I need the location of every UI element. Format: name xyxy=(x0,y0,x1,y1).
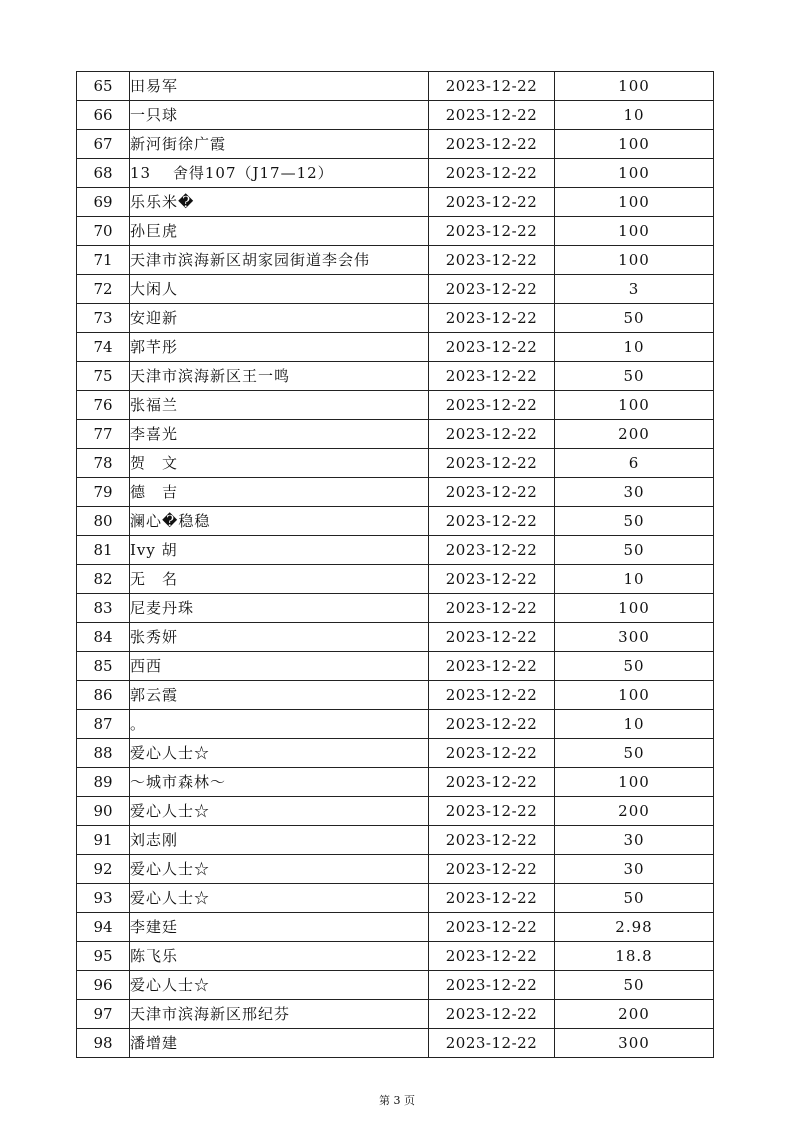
donation-date: 2023-12-22 xyxy=(429,362,555,391)
donation-amount: 100 xyxy=(555,768,714,797)
table-row xyxy=(77,159,714,188)
donation-amount: 50 xyxy=(555,304,714,333)
table-row xyxy=(77,710,714,739)
donation-amount: 300 xyxy=(555,623,714,652)
donor-name: Ivy 胡 xyxy=(130,536,429,565)
row-number: 70 xyxy=(77,217,130,246)
row-number: 73 xyxy=(77,304,130,333)
donation-amount: 100 xyxy=(555,246,714,275)
row-number: 96 xyxy=(77,971,130,1000)
table-row xyxy=(77,507,714,536)
row-number: 78 xyxy=(77,449,130,478)
donation-amount: 100 xyxy=(555,188,714,217)
donation-date: 2023-12-22 xyxy=(429,130,555,159)
donation-date: 2023-12-22 xyxy=(429,681,555,710)
row-number: 69 xyxy=(77,188,130,217)
donation-amount: 50 xyxy=(555,652,714,681)
table-row xyxy=(77,1029,714,1058)
donation-table-body xyxy=(77,72,714,1058)
donor-name: 爱心人士☆ xyxy=(130,884,429,913)
table-row xyxy=(77,826,714,855)
donation-date: 2023-12-22 xyxy=(429,826,555,855)
donor-name: 新河街徐广霞 xyxy=(130,130,429,159)
donation-date: 2023-12-22 xyxy=(429,1029,555,1058)
donation-date: 2023-12-22 xyxy=(429,536,555,565)
donation-amount: 10 xyxy=(555,333,714,362)
donation-amount: 30 xyxy=(555,478,714,507)
donation-date: 2023-12-22 xyxy=(429,913,555,942)
donation-date: 2023-12-22 xyxy=(429,942,555,971)
table-row xyxy=(77,565,714,594)
donation-amount: 100 xyxy=(555,217,714,246)
row-number: 67 xyxy=(77,130,130,159)
row-number: 66 xyxy=(77,101,130,130)
donor-name: 爱心人士☆ xyxy=(130,971,429,1000)
donation-amount: 6 xyxy=(555,449,714,478)
donor-name: 乐乐米� xyxy=(130,188,429,217)
row-number: 88 xyxy=(77,739,130,768)
donation-amount: 30 xyxy=(555,826,714,855)
row-number: 81 xyxy=(77,536,130,565)
row-number: 72 xyxy=(77,275,130,304)
donor-name: 澜心�稳稳 xyxy=(130,507,429,536)
donation-amount: 50 xyxy=(555,507,714,536)
row-number: 71 xyxy=(77,246,130,275)
donation-amount: 50 xyxy=(555,362,714,391)
row-number: 65 xyxy=(77,72,130,101)
donor-name: 郭云霞 xyxy=(130,681,429,710)
donation-amount: 18.8 xyxy=(555,942,714,971)
table-row xyxy=(77,333,714,362)
donation-amount: 200 xyxy=(555,420,714,449)
table-row xyxy=(77,594,714,623)
donation-date: 2023-12-22 xyxy=(429,304,555,333)
donation-amount: 200 xyxy=(555,1000,714,1029)
donation-date: 2023-12-22 xyxy=(429,1000,555,1029)
row-number: 92 xyxy=(77,855,130,884)
table-row xyxy=(77,681,714,710)
donor-name: 潘增建 xyxy=(130,1029,429,1058)
donation-amount: 10 xyxy=(555,565,714,594)
donation-amount: 10 xyxy=(555,710,714,739)
table-row xyxy=(77,1000,714,1029)
donation-date: 2023-12-22 xyxy=(429,420,555,449)
table-row xyxy=(77,536,714,565)
row-number: 85 xyxy=(77,652,130,681)
donation-date: 2023-12-22 xyxy=(429,478,555,507)
donation-date: 2023-12-22 xyxy=(429,739,555,768)
donor-name: 安迎新 xyxy=(130,304,429,333)
page-number: 第 3 页 xyxy=(379,1094,415,1107)
table-row xyxy=(77,768,714,797)
donor-name: 尼麦丹珠 xyxy=(130,594,429,623)
row-number: 87 xyxy=(77,710,130,739)
donor-name: 爱心人士☆ xyxy=(130,739,429,768)
donation-date: 2023-12-22 xyxy=(429,72,555,101)
row-number: 84 xyxy=(77,623,130,652)
donation-date: 2023-12-22 xyxy=(429,768,555,797)
table-row xyxy=(77,884,714,913)
row-number: 75 xyxy=(77,362,130,391)
donor-name: 爱心人士☆ xyxy=(130,855,429,884)
donation-date: 2023-12-22 xyxy=(429,159,555,188)
donation-date: 2023-12-22 xyxy=(429,391,555,420)
donation-amount: 3 xyxy=(555,275,714,304)
donation-amount: 200 xyxy=(555,797,714,826)
donor-name: 。 xyxy=(130,710,429,739)
table-row xyxy=(77,797,714,826)
donor-name: 张秀妍 xyxy=(130,623,429,652)
donation-date: 2023-12-22 xyxy=(429,507,555,536)
table-row xyxy=(77,623,714,652)
donation-amount: 50 xyxy=(555,884,714,913)
row-number: 94 xyxy=(77,913,130,942)
row-number: 77 xyxy=(77,420,130,449)
donation-date: 2023-12-22 xyxy=(429,710,555,739)
donation-date: 2023-12-22 xyxy=(429,275,555,304)
donation-amount: 100 xyxy=(555,594,714,623)
donation-table xyxy=(76,71,714,1058)
donation-amount: 10 xyxy=(555,101,714,130)
donation-amount: 50 xyxy=(555,739,714,768)
table-row xyxy=(77,246,714,275)
donation-date: 2023-12-22 xyxy=(429,594,555,623)
donor-name: ～城市森林～ xyxy=(130,768,429,797)
donor-name: 郭芊彤 xyxy=(130,333,429,362)
donation-date: 2023-12-22 xyxy=(429,246,555,275)
donor-name: 李建廷 xyxy=(130,913,429,942)
donation-date: 2023-12-22 xyxy=(429,652,555,681)
donor-name: 天津市滨海新区王一鸣 xyxy=(130,362,429,391)
donor-name: 一只球 xyxy=(130,101,429,130)
row-number: 93 xyxy=(77,884,130,913)
donation-amount: 300 xyxy=(555,1029,714,1058)
donor-name: 爱心人士☆ xyxy=(130,797,429,826)
table-row xyxy=(77,217,714,246)
donation-date: 2023-12-22 xyxy=(429,855,555,884)
donation-amount: 100 xyxy=(555,72,714,101)
table-row xyxy=(77,420,714,449)
table-row xyxy=(77,101,714,130)
table-row xyxy=(77,855,714,884)
donation-date: 2023-12-22 xyxy=(429,623,555,652)
row-number: 86 xyxy=(77,681,130,710)
table-row xyxy=(77,188,714,217)
donor-name: 田易军 xyxy=(130,72,429,101)
donor-name: 13 舍得107（J17—12） xyxy=(130,159,429,188)
donor-name: 大闲人 xyxy=(130,275,429,304)
donor-name: 陈飞乐 xyxy=(130,942,429,971)
row-number: 76 xyxy=(77,391,130,420)
row-number: 80 xyxy=(77,507,130,536)
donation-amount: 50 xyxy=(555,536,714,565)
donation-amount: 100 xyxy=(555,681,714,710)
row-number: 82 xyxy=(77,565,130,594)
donation-date: 2023-12-22 xyxy=(429,101,555,130)
donation-date: 2023-12-22 xyxy=(429,333,555,362)
table-row xyxy=(77,652,714,681)
table-row xyxy=(77,739,714,768)
donor-name: 西西 xyxy=(130,652,429,681)
donation-date: 2023-12-22 xyxy=(429,188,555,217)
row-number: 83 xyxy=(77,594,130,623)
table-row xyxy=(77,362,714,391)
donor-name: 张福兰 xyxy=(130,391,429,420)
table-row xyxy=(77,72,714,101)
donor-name: 孙巨虎 xyxy=(130,217,429,246)
table-row xyxy=(77,971,714,1000)
table-row xyxy=(77,942,714,971)
donation-amount: 100 xyxy=(555,130,714,159)
table-row xyxy=(77,391,714,420)
table-row xyxy=(77,449,714,478)
donation-date: 2023-12-22 xyxy=(429,797,555,826)
donor-name: 天津市滨海新区胡家园街道李会伟 xyxy=(130,246,429,275)
donor-name: 贺 文 xyxy=(130,449,429,478)
donation-date: 2023-12-22 xyxy=(429,565,555,594)
donation-amount: 100 xyxy=(555,159,714,188)
row-number: 90 xyxy=(77,797,130,826)
donation-amount: 30 xyxy=(555,855,714,884)
donor-name: 天津市滨海新区邢纪芬 xyxy=(130,1000,429,1029)
row-number: 95 xyxy=(77,942,130,971)
donor-name: 刘志刚 xyxy=(130,826,429,855)
donor-name: 德 吉 xyxy=(130,478,429,507)
row-number: 68 xyxy=(77,159,130,188)
table-row xyxy=(77,304,714,333)
donation-date: 2023-12-22 xyxy=(429,217,555,246)
table-row xyxy=(77,913,714,942)
donation-date: 2023-12-22 xyxy=(429,449,555,478)
donor-name: 李喜光 xyxy=(130,420,429,449)
table-row xyxy=(77,130,714,159)
row-number: 98 xyxy=(77,1029,130,1058)
row-number: 97 xyxy=(77,1000,130,1029)
donation-amount: 50 xyxy=(555,971,714,1000)
table-row xyxy=(77,478,714,507)
row-number: 89 xyxy=(77,768,130,797)
table-row xyxy=(77,275,714,304)
row-number: 74 xyxy=(77,333,130,362)
donation-amount: 100 xyxy=(555,391,714,420)
donation-date: 2023-12-22 xyxy=(429,971,555,1000)
donation-amount: 2.98 xyxy=(555,913,714,942)
donation-date: 2023-12-22 xyxy=(429,884,555,913)
row-number: 91 xyxy=(77,826,130,855)
row-number: 79 xyxy=(77,478,130,507)
donor-name: 无 名 xyxy=(130,565,429,594)
